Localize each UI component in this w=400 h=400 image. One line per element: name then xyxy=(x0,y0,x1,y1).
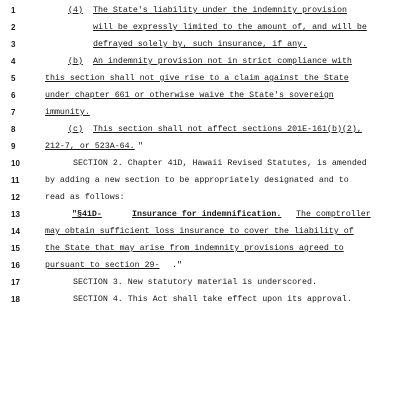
closing-quote: ." xyxy=(172,261,182,270)
line-7 xyxy=(0,106,400,120)
line-13 xyxy=(0,208,400,222)
line-number: 2 xyxy=(11,23,16,32)
line-9 xyxy=(0,140,400,154)
line-text: The comptroller xyxy=(296,210,371,219)
line-text: SECTION 4. This Act shall take effect upon its approval. xyxy=(73,295,352,304)
line-15 xyxy=(0,242,400,256)
line-number: 6 xyxy=(11,91,16,100)
line-number: 10 xyxy=(11,159,20,168)
paragraph-marker: (c) xyxy=(68,125,83,134)
line-number: 17 xyxy=(11,278,20,287)
paragraph-marker: (b) xyxy=(68,57,83,66)
line-2 xyxy=(0,21,400,35)
line-text: 212-7, or 523A-64. xyxy=(45,142,135,151)
line-number: 11 xyxy=(11,176,20,185)
line-17 xyxy=(0,276,400,290)
paragraph-marker: (4) xyxy=(68,6,83,15)
line-number: 13 xyxy=(11,210,20,219)
line-11 xyxy=(0,174,400,188)
line-text: the State that may arise from indemnity provisions agreed to xyxy=(45,244,344,253)
line-text: may obtain sufficient loss insurance to cover the liability of xyxy=(45,227,354,236)
line-text: under chapter 661 or otherwise waive the State's sovereign xyxy=(45,91,334,100)
line-text: defrayed solely by, such insurance, if any. xyxy=(93,40,308,49)
line-16 xyxy=(0,259,400,273)
line-number: 7 xyxy=(11,108,16,117)
line-text: SECTION 3. New statutory material is underscored. xyxy=(73,278,317,287)
line-18 xyxy=(0,293,400,307)
line-number: 4 xyxy=(11,57,16,66)
line-text: by adding a new section to be appropriately designated and to xyxy=(45,176,349,185)
line-number: 5 xyxy=(11,74,16,83)
line-6 xyxy=(0,89,400,103)
line-text: SECTION 2. Chapter 41D, Hawaii Revised Statutes, is amended xyxy=(73,159,367,168)
line-text: pursuant to section 29- xyxy=(45,261,160,270)
line-number: 12 xyxy=(11,193,20,202)
line-number: 14 xyxy=(11,227,20,236)
line-number: 3 xyxy=(11,40,16,49)
line-number: 9 xyxy=(11,142,16,151)
line-12 xyxy=(0,191,400,205)
line-4 xyxy=(0,55,400,69)
line-text: will be expressly limited to the amount of, and will be xyxy=(93,23,367,32)
closing-quote: " xyxy=(138,142,143,151)
line-8 xyxy=(0,123,400,137)
line-3 xyxy=(0,38,400,52)
line-5 xyxy=(0,72,400,86)
line-number: 18 xyxy=(11,295,20,304)
line-number: 8 xyxy=(11,125,16,134)
line-14 xyxy=(0,225,400,239)
line-number: 15 xyxy=(11,244,20,253)
line-text: immunity. xyxy=(45,108,90,117)
line-1 xyxy=(0,4,400,18)
line-text: This section shall not affect sections 201E-161(b)(2), xyxy=(93,125,362,134)
section-number: "§41D- xyxy=(72,210,102,219)
section-heading: Insurance for indemnification. xyxy=(132,210,282,219)
line-text: The State's liability under the indemnity provision xyxy=(93,6,347,15)
line-number: 1 xyxy=(11,6,16,15)
line-number: 16 xyxy=(11,261,20,270)
line-text: An indemnity provision not in strict compliance with xyxy=(93,57,352,66)
line-text: read as follows: xyxy=(45,193,125,202)
line-text: this section shall not give rise to a claim against the State xyxy=(45,74,349,83)
line-10 xyxy=(0,157,400,171)
